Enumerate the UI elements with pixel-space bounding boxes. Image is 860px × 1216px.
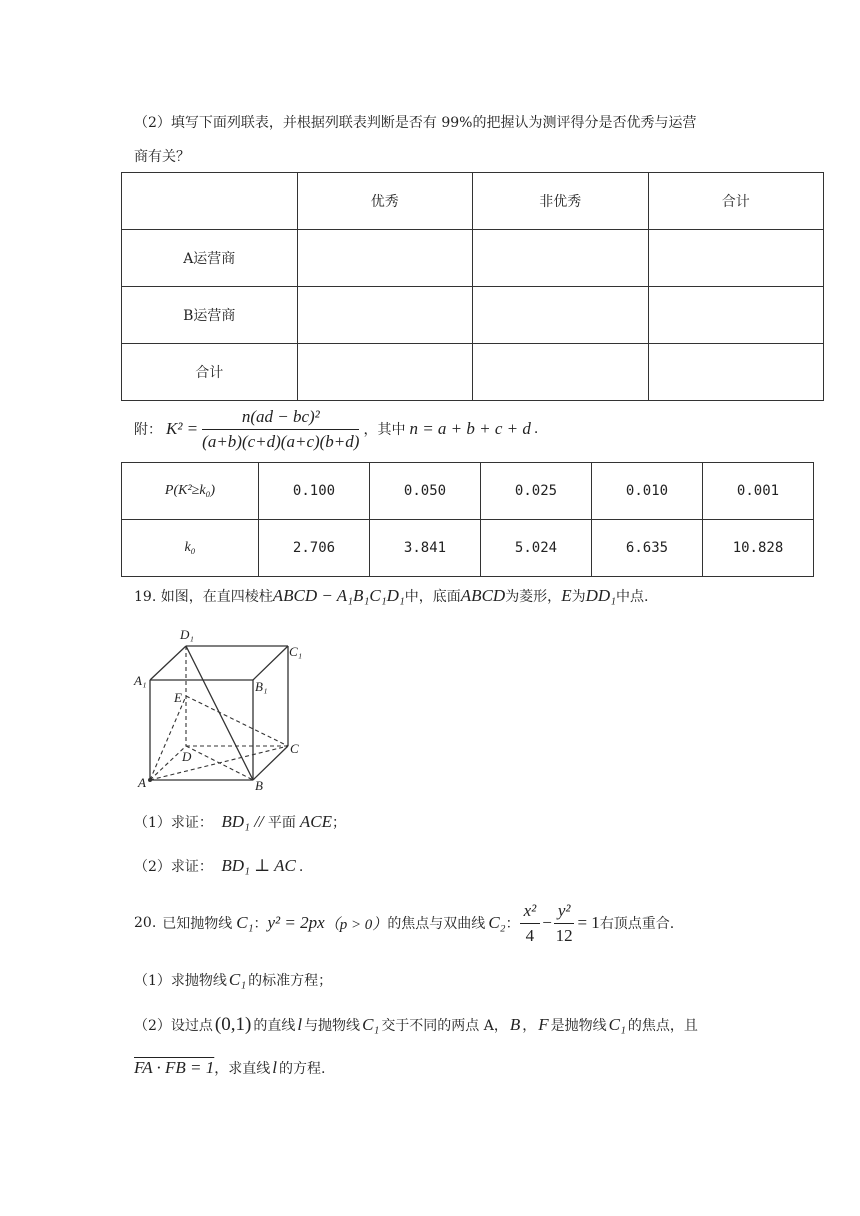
formula-numerator: n(ad − bc)² <box>202 407 359 430</box>
formula <box>134 402 538 456</box>
q20-part2-point: (0,1) <box>214 1014 252 1035</box>
table-row <box>122 173 824 230</box>
q20-part2-text: 的直线 <box>253 1018 296 1034</box>
formula-fraction <box>202 407 359 452</box>
table-cell <box>473 287 649 344</box>
label-e: E <box>174 690 182 705</box>
q20-part2-f: F <box>538 1015 549 1034</box>
q20-part2-b: B <box>509 1015 521 1034</box>
q20-hyp-x-den: 4 <box>525 925 535 945</box>
table-cell <box>648 287 824 344</box>
q19-text: 如图，在直四棱柱 <box>160 589 273 605</box>
q20-hyp-rhs: = 1 <box>577 913 600 932</box>
edge-bc <box>253 746 288 780</box>
table-cell: 0.100 <box>259 463 370 520</box>
q19-part1 <box>134 812 346 832</box>
label-d1: D₁ <box>180 627 194 642</box>
edge-b1c1 <box>253 646 288 680</box>
q20-part2-text: ， <box>522 1018 537 1034</box>
label-a1: A₁ <box>134 673 147 688</box>
formula-lhs: K² = <box>166 419 199 438</box>
table-cell <box>122 173 298 230</box>
table-cell <box>473 230 649 287</box>
q20-vector-product: FA · FB = 1 <box>134 1058 215 1077</box>
table-cell <box>473 344 649 401</box>
q19-part1-math: BD₁ // <box>221 812 268 831</box>
q20-part2-c1b: C₁ <box>608 1015 626 1034</box>
q20-hyp-y-den: 12 <box>555 925 573 945</box>
q19-text: 为菱形， <box>505 589 562 605</box>
q19-part1-end: ； <box>332 815 347 831</box>
table-cell: 0.010 <box>592 463 703 520</box>
table-cell: 5.024 <box>481 520 592 577</box>
formula-where: n = a + b + c + d <box>409 419 531 438</box>
table-cell <box>297 287 473 344</box>
q19-part2 <box>134 856 303 876</box>
table-row <box>122 520 814 577</box>
q20-part2-text: 与抛物线 <box>304 1018 361 1034</box>
q20-c2: C₂ <box>488 913 506 932</box>
q19-part2-end: . <box>298 859 304 875</box>
q20-colon: ： <box>505 916 520 932</box>
segment-ec <box>186 696 288 746</box>
q20-hyp-y-num: y² <box>554 901 575 924</box>
label-c1: C₁ <box>289 644 303 659</box>
q20-part2-l: l <box>297 1015 303 1034</box>
q20-text: 的焦点与双曲线 <box>387 916 486 932</box>
q20-hyp-x-frac <box>520 901 541 946</box>
q20-text: 右顶点重合. <box>599 916 675 932</box>
q20-text: 已知抛物线 <box>162 916 233 932</box>
label-d: D <box>182 749 192 764</box>
table-cell: 2.706 <box>259 520 370 577</box>
q20-part3-text: 的方程. <box>279 1061 326 1077</box>
q20-hyp-minus: − <box>542 913 552 932</box>
q20-part3-l: l <box>272 1058 277 1077</box>
q20-part2 <box>134 1014 698 1036</box>
q18-part2-line2: 商有关？ <box>134 149 190 165</box>
formula-end: . <box>533 421 539 437</box>
table-cell: 0.025 <box>481 463 592 520</box>
table-cell: 0.050 <box>370 463 481 520</box>
q19-text: 中点. <box>616 589 649 605</box>
q20-hyp-x-num: x² <box>520 901 541 924</box>
row-label: A运营商 <box>122 230 298 287</box>
q19-prism: ABCD − A₁B₁C₁D₁ <box>272 586 405 605</box>
label-c: C <box>290 741 299 756</box>
q19-statement <box>134 586 649 606</box>
table-header: 非优秀 <box>473 173 649 230</box>
table-cell: 3.841 <box>370 520 481 577</box>
label-b: B <box>255 778 263 793</box>
point-a-dot <box>148 778 152 782</box>
q20-number: 20. <box>134 915 157 931</box>
segment-ae <box>150 696 186 780</box>
q20-hyp-y-frac <box>554 901 575 946</box>
critical-value-table <box>121 462 814 577</box>
q20-part2-text: 的焦点，且 <box>627 1018 698 1034</box>
q19-part2-math: BD₁ ⊥ AC <box>221 856 296 875</box>
label-b1: B₁ <box>255 679 268 694</box>
q20-part2-text: 交于不同的两点 A， <box>381 1018 508 1034</box>
formula-suffix: ，其中 <box>363 422 406 438</box>
label-a: A <box>138 775 146 790</box>
q20-parabola: y² = 2px <box>267 913 325 932</box>
row-label: 合计 <box>122 344 298 401</box>
table-cell: 10.828 <box>703 520 814 577</box>
q20-statement <box>134 898 674 948</box>
q20-part3-text: ，求直线 <box>214 1061 271 1077</box>
q19-part2-prefix: （2）求证： <box>134 859 213 875</box>
q20-part2-c1: C₁ <box>362 1015 380 1034</box>
formula-prefix: 附： <box>134 422 162 438</box>
table-row <box>122 287 824 344</box>
table-cell: 0.001 <box>703 463 814 520</box>
q18-part2-line1: （2）填写下面列联表，并根据列联表判断是否有 99%的把握认为测评得分是否优秀与运营 <box>134 115 697 131</box>
formula-denominator: (a+b)(c+d)(a+c)(b+d) <box>202 431 360 451</box>
q20-part2-text: 是抛物线 <box>550 1018 607 1034</box>
q20-part1-c1: C₁ <box>228 970 247 989</box>
row-label: B运营商 <box>122 287 298 344</box>
q19-text: 为 <box>571 589 586 605</box>
contingency-table <box>121 172 824 401</box>
row-label: P(K²≥k₀) <box>122 463 259 520</box>
table-row <box>122 344 824 401</box>
table-header: 优秀 <box>297 173 473 230</box>
q19-point: E <box>561 586 572 605</box>
table-header: 合计 <box>648 173 824 230</box>
q20-part1-prefix: （1）求抛物线 <box>134 973 227 989</box>
q20-part2-line2 <box>134 1058 325 1078</box>
prism-figure <box>130 625 310 793</box>
q20-part2-prefix: （2）设过点 <box>134 1018 213 1034</box>
table-cell <box>297 344 473 401</box>
table-cell <box>648 344 824 401</box>
q20-part1 <box>134 970 332 990</box>
q19-part1-plane: 平面 <box>267 815 296 831</box>
q19-edge: DD₁ <box>585 586 617 605</box>
table-cell <box>648 230 824 287</box>
q19-number: 19. <box>134 589 157 605</box>
edge-a1d1 <box>150 646 186 680</box>
q20-condition: （p > 0） <box>324 916 388 933</box>
q19-base: ABCD <box>460 586 506 605</box>
q19-part1-math2: ACE <box>299 812 333 831</box>
table-cell: 6.635 <box>592 520 703 577</box>
diagonal-bd <box>186 746 253 780</box>
row-label: k₀ <box>122 520 259 577</box>
q20-colon: ： <box>253 916 268 932</box>
q19-text: 中，底面 <box>404 589 461 605</box>
table-cell <box>297 230 473 287</box>
q19-part1-prefix: （1）求证： <box>134 815 213 831</box>
q20-part1-end: 的标准方程； <box>248 973 333 989</box>
table-row <box>122 463 814 520</box>
table-row <box>122 230 824 287</box>
q20-c1: C₁ <box>236 913 254 932</box>
edge-ad <box>150 746 186 780</box>
